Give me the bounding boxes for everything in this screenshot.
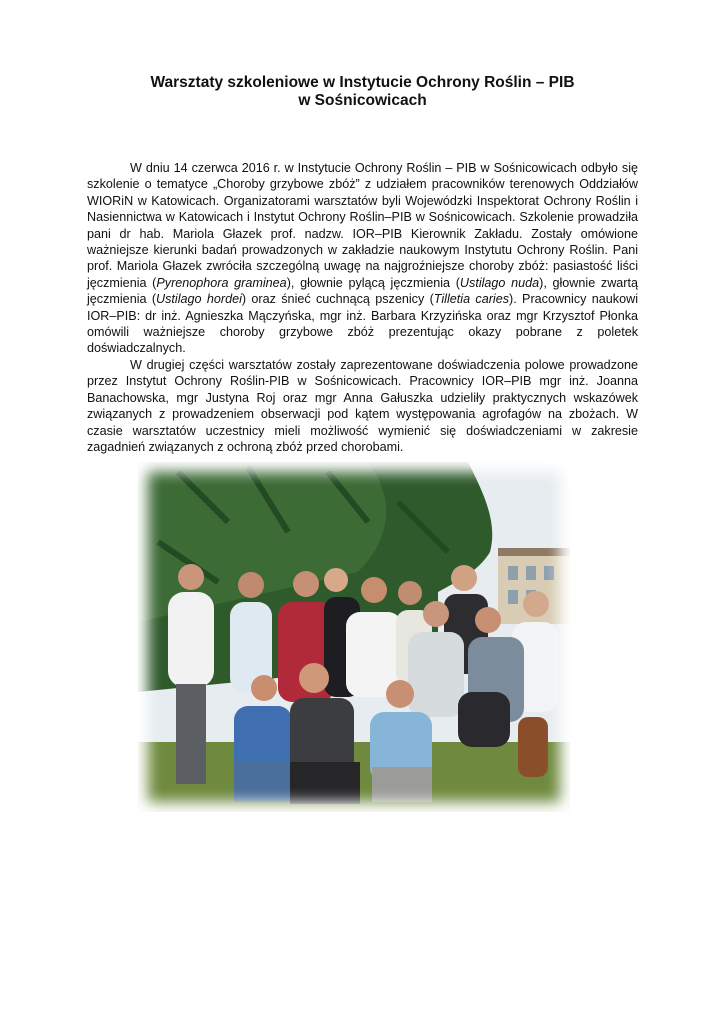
page-title (60, 74, 665, 110)
title-line-1: Warsztaty szkoleniowe w Instytucie Ochrony Roślin – PIB (150, 74, 575, 91)
group-photo-illustration (138, 462, 570, 812)
paragraph-1-text: ), głownie pylącą jęczmienia ( (286, 275, 460, 290)
article-body (87, 160, 638, 455)
species-name: Pyrenophora graminea (156, 275, 287, 290)
paragraph-1-text: ) oraz śnieć cuchnącą pszenicy ( (241, 292, 434, 307)
title-line-2: w Sośnicowicach (298, 92, 427, 109)
species-name: Ustilago nuda (459, 275, 540, 290)
paragraph-1-text: ). Pracownicy naukowi IOR–PIB: dr inż. Agnieszka Mączyńska, mgr inż. Barbara Krzyzińska oraz mgr Krzysztof Płonka omówili ważniejsze choroby grzybowe zbóż prezentując okazy pobrane z poletek doświadczalnych. (87, 292, 638, 356)
species-name: Tilletia caries (433, 292, 510, 307)
paragraph-2: W drugiej części warsztatów zostały zaprezentowane doświadczenia polowe prowadzone przez Instytut Ochrony Roślin-PIB w Sośnicowicach. Pracownicy IOR–PIB mgr inż. Joanna Banachowska, mgr Justyna Roj oraz mgr Anna Gałuszka udzieliły praktycznych wskazówek związanych z prowadzeniem obserwacji pod kątem występowania agrofagów na zbożach. W czasie warsztatów uczestnicy mieli możliwość wymienić się doświadczeniami w zakresie zagadnień związanych z ochroną zbóż przed chorobami. (87, 357, 638, 454)
group-photo (138, 462, 570, 812)
paragraph-1-text: ), głownie zwartą jęczmienia ( (87, 275, 638, 307)
paragraph-1-text: W dniu 14 czerwca 2016 r. w Instytucie Ochrony Roślin – PIB w Sośnicowicach odbyło się szkolenie o tematyce „Choroby grzybowe zbóż” z udziałem pracowników terenowych Oddziałów WIORiN w Katowicach. Organizatorami warsztatów byli Wojewódzki Inspektorat Ochrony Roślin i Nasiennictwa w Katowicach i Instytut Ochrony Roślin–PIB w Sośnicowicach. Szkolenie prowadziła pani dr hab. Mariola Głazek prof. nadzw. IOR–PIB Kierownik Zakładu. Zostały omówione ważniejsze kierunki badań prowadzonych w zakładzie naukowym Instytutu Ochrony Roślin. Pani prof. Mariola Głazek zwróciła szczególną uwagę na najgroźniejsze choroby zbóż: pasiastość liści jęczmienia ( (87, 161, 638, 290)
species-name: Ustilago hordei (156, 292, 242, 307)
paragraph-1 (87, 160, 638, 357)
